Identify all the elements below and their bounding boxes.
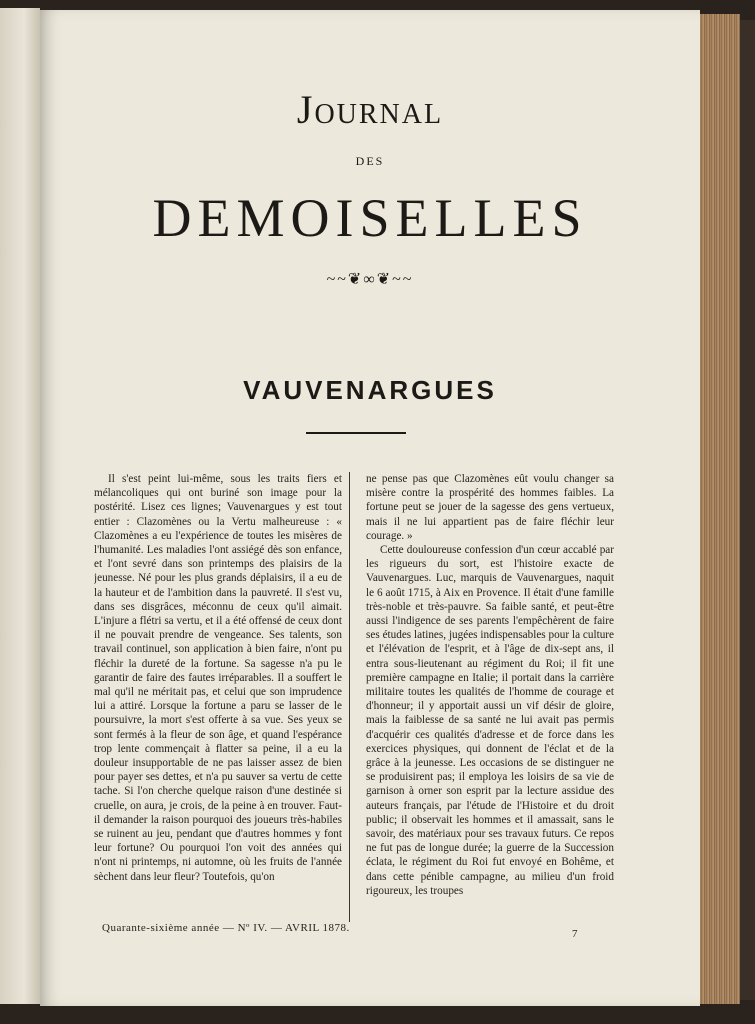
- issue-footer: Quarante-sixième année — Nº IV. — AVRIL 1878.: [102, 922, 350, 934]
- masthead-demoiselles: DEMOISELLES: [152, 188, 588, 248]
- article-title: VAUVENARGUES: [243, 375, 497, 405]
- facing-page-edge: [0, 8, 40, 1004]
- paragraph: Il s'est peint lui-même, sous les traits fiers et mélancoliques qui ont buriné son image pour la postérité. Lisez ces lignes; Vauvenargues y est tout entier : Clazomènes ou la Vertu malheureuse : « Clazomènes a eu l'expérience de toutes les misères de l'humanité. Les maladies l'ont assiégé dès son enfance, et l'ont sevré dans son printemps des plaisirs de la jeunesse. Né pour les plus grands déplaisirs, il a eu de la hauteur et de l'ambition dans la pauvreté. Il s'est vu, dans ses disgrâces, méconnu de ceux qu'il aimait. L'injure a flétri sa vertu, et il a été offensé de ceux dont il ne pouvait prendre de vengeance. Ses talents, son travail continuel, son application à bien faire, n'ont pu fléchir la dureté de la fortune. Sa sagesse n'a pu le garantir de faire des fautes irréparables. Il a souffert le mal qu'il ne méritait pas, et celui que son imprudence lui a attiré. Lorsque la fortune a paru se lasser de le poursuivre, la mort s'est offerte à sa vue. Ses yeux se sont fermés à la fleur de son âge, et quand l'espérance trop lente commençait à flatter sa peine, il a eu la douleur insupportable de ne pas laisser assez de bien pour payer ses dettes, et n'a pu sauver sa vertu de cette tache. Si l'on cherche quelque raison d'une destinée si cruelle, on aura, je crois, de la peine à en trouver. Faut-il demander la raison pourquoi des joueurs très-habiles se ruinent au jeu, pendant que d'autres hommes y font leur fortune? Ou pourquoi l'on voit des années qui n'ont ni printemps, ni automne, où les fruits de l'année sèchent dans leur fleur? Toutefois, qu'on: [94, 473, 342, 883]
- paragraph: Cette douloureuse confession d'un cœur accablé par les rigueurs du sort, est l'histoire exacte de Vauvenargues. Luc, marquis de Vauvenargues, naquit le 6 août 1715, à Aix en Provence. Il était d'une famille très-noble et très-pauvre. Sa faible santé, et peut-être aussi l'indigence de ses parents l'empêchèrent de faire ses études latines, jugées indispensables pour la culture et l'élévation de l'esprit, et à l'âge de dix-sept ans, il entra sous-lieutenant au régiment du Roi; il fit une première campagne en Italie; il portait dans la carrière militaire toutes les qualités de l'homme de courage et d'honneur; il y apportait aussi un vif désir de gloire, mais la faiblesse de sa santé ne lui avait pas permis d'acquérir ces qualités d'adresse et de force dans les exercices physiques, qui donnent de l'éclat et de la grâce à la jeunesse. Les occasions de se distinguer ne se produisirent pas; il employa les loisirs de sa vie de garnison à orner son esprit par la lecture assidue des auteurs français, par l'étude de l'Histoire et du droit public; il observait les hommes et il amassait, sans le savoir, des matériaux pour ses travaux futurs. Ce repos ne fut pas de longue durée; la guerre de la Succession éclata, le régiment du Roi fut envoyé en Bohême, et dans cette pénible campagne, au milieu d'un froid rigoureux, les troupes: [366, 544, 614, 897]
- article-column-left: [94, 472, 342, 922]
- ornament-divider: ~~❦∞❦~~: [326, 271, 414, 288]
- article-column-right: [366, 472, 614, 922]
- masthead-des: DES: [355, 154, 385, 168]
- masthead: [40, 87, 700, 289]
- book-page-edges: [700, 14, 740, 1004]
- column-divider: [349, 472, 350, 922]
- masthead-journal: Journal: [296, 87, 444, 132]
- paragraph: ne pense pas que Clazomènes eût voulu changer sa misère contre la prospérité des hommes faibles. La fortune peut se jouer de la sagesse des gens vertueux, mais il ne lui appartient pas de faire fléchir leur courage. »: [366, 473, 614, 542]
- book-cover-edge: [740, 20, 755, 1000]
- journal-page: [40, 10, 700, 1006]
- page-number: 7: [572, 928, 578, 940]
- title-rule: [306, 432, 406, 434]
